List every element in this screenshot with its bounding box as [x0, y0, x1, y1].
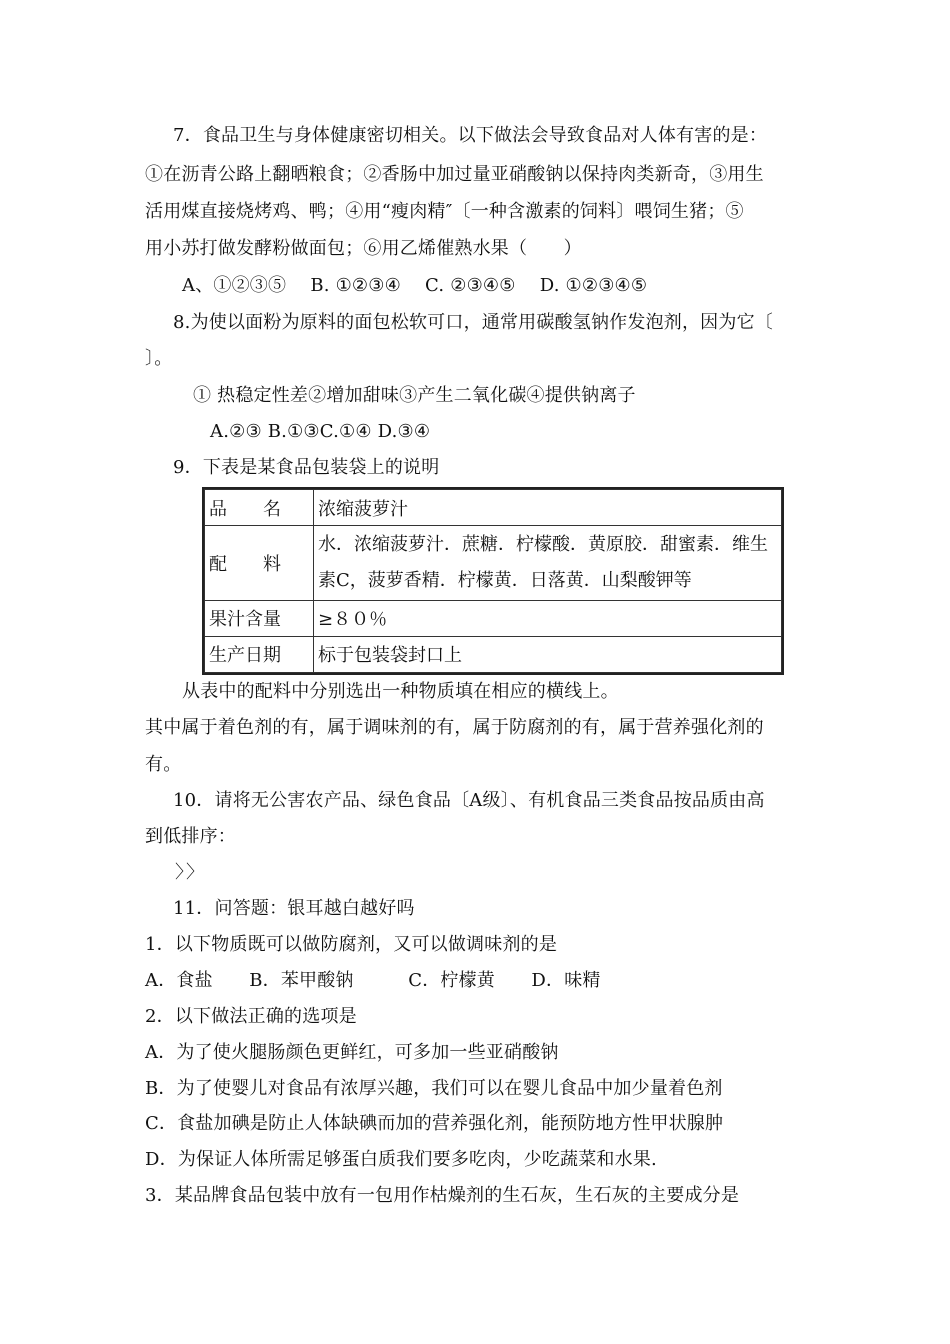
q7-line1: 7．食品卫生与身体健康密切相关。以下做法会导致食品对人体有害的是： [173, 125, 768, 146]
table-value-cell: 标于包装袋封口上 [314, 636, 782, 672]
table-key-cell: 品 名 [205, 490, 314, 526]
table-key-cell: 配 料 [205, 526, 314, 600]
q7-line3: 活用煤直接烧烤鸡、鸭；④用“瘦肉精″〔一种含激素的饲料〕喂饲生猪；⑤ [145, 201, 744, 222]
q7-options: A、①②③⑤ B. ①②③④ C. ②③④⑤ D. ①②③④⑤ [182, 275, 648, 296]
table-value-cell: 浓缩菠萝汁 [314, 490, 782, 526]
p2-option-c: C．食盐加碘是防止人体缺碘而加的营养强化剂，能预防地方性甲状腺肿 [145, 1113, 724, 1134]
q11-line1: 11．问答题：银耳越白越好吗 [173, 898, 415, 919]
q8-items: ① 热稳定性差②增加甜味③产生二氧化碳④提供钠离子 [193, 385, 636, 406]
table-row [205, 600, 782, 636]
q7-line4: 用小苏打做发酵粉做面包；⑥用乙烯催熟水果（ ） [145, 238, 582, 259]
table-row [205, 636, 782, 672]
table-key-cell: 生产日期 [205, 636, 314, 672]
table-row [205, 526, 782, 600]
table-key-cell: 果汁含量 [205, 600, 314, 636]
p1-stem: 1．以下物质既可以做防腐剂，又可以做调味剂的是 [145, 934, 558, 955]
p3-stem: 3．某品牌食品包装中放有一包用作枯燥剂的生石灰，生石灰的主要成分是 [145, 1185, 740, 1206]
q8-options: A.②③ B.①③C.①④ D.③④ [210, 421, 431, 442]
p1-options: A．食盐 B．苯甲酸钠 C．柠檬黄 D．味精 [145, 970, 601, 991]
q9-after2: 其中属于着色剂的有，属于调味剂的有，属于防腐剂的有，属于营养强化剂的 [145, 717, 764, 738]
q9-after1: 从表中的配料中分别选出一种物质填在相应的横线上。 [182, 681, 619, 702]
q10-line2: 到低排序： [145, 826, 236, 847]
table-value-cell: ≥８０％ [314, 600, 782, 636]
q8-line1: 8.为使以面粉为原料的面包松软可口，通常用碳酸氢钠作发泡剂，因为它〔 [173, 312, 773, 333]
p2-stem: 2．以下做法正确的选项是 [145, 1006, 357, 1027]
p2-option-a: A．为了使火腿肠颜色更鲜红，可多加一些亚硝酸钠 [145, 1042, 559, 1063]
q7-line2: ①在沥青公路上翻晒粮食；②香肠中加过量亚硝酸钠以保持肉类新奇，③用生 [145, 164, 764, 185]
q10-line3: 〉〉 [175, 862, 206, 883]
q9-after3: 有。 [145, 754, 182, 775]
table-value-cell: 水．浓缩菠萝汁．蔗糖．柠檬酸．黄原胶．甜蜜素．维生素C，菠萝香精．柠檬黄．日落黄．山梨酸钾等 [314, 526, 782, 600]
ingredients-table [202, 487, 784, 675]
q9-intro: 9．下表是某食品包装袋上的说明 [173, 457, 440, 478]
q8-line2: 〕。 [145, 348, 173, 369]
table-row [205, 490, 782, 526]
q10-line1: 10．请将无公害农产品、绿色食品〔A级〕、有机食品三类食品按品质由高 [173, 790, 765, 811]
p2-option-d: D．为保证人体所需足够蛋白质我们要多吃肉，少吃蔬菜和水果. [145, 1149, 657, 1170]
p2-option-b: B．为了使婴儿对食品有浓厚兴趣，我们可以在婴儿食品中加少量着色剂 [145, 1078, 723, 1099]
